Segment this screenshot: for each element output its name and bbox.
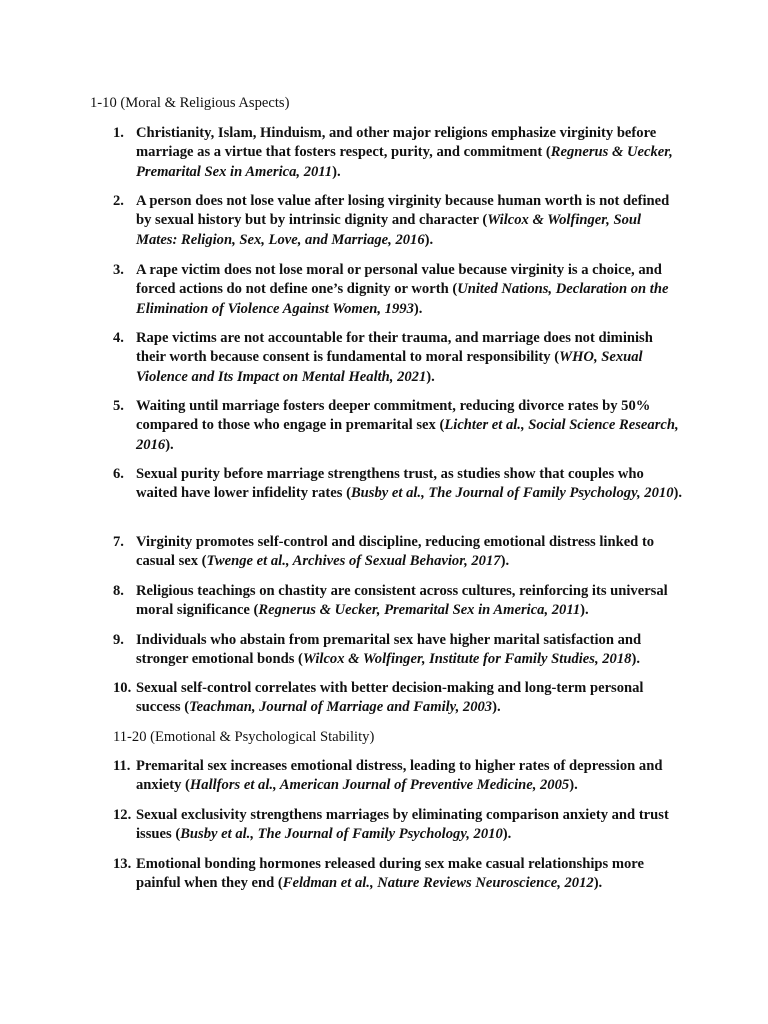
item-text: Sexual exclusivity strengthens marriages by eliminating comparison anxiety and trust issues (Busby et al., The Journal of Family Psychology, 2010). [136, 807, 669, 843]
item-number: 1. [113, 125, 124, 141]
citation: Twenge et al., Archives of Sexual Behavior, 2017 [206, 553, 501, 570]
citation: Regnerus & Uecker, Premarital Sex in America, 2011 [136, 144, 673, 180]
item-number: 5. [113, 398, 124, 414]
citation: Feldman et al., Nature Reviews Neuroscience, 2012 [282, 875, 594, 892]
item-text: Sexual self-control correlates with better decision-making and long-term personal success (Teachman, Journal of Marriage and Family, 2003). [136, 680, 644, 716]
item-text: Religious teachings on chastity are consistent across cultures, reinforcing its universal moral significance (Regnerus & Uecker, Premarital Sex in America, 2011). [136, 583, 668, 619]
item-text: Sexual purity before marriage strengthens trust, as studies show that couples who waited have lower infidelity rates (Busby et al., The Journal of Family Psychology, 2010). [136, 466, 683, 502]
item-number: 3. [113, 262, 124, 278]
item-number: 12. [113, 807, 132, 823]
item-text: Rape victims are not accountable for their trauma, and marriage does not diminish their worth because consent is fundamental to moral responsibility (WHO, Sexual Violence and Its Impact on Mental Health, 2021). [136, 330, 653, 385]
item-text: Christianity, Islam, Hinduism, and other major religions emphasize virginity before marriage as a virtue that fosters respect, purity, and commitment (Regnerus & Uecker, Premarital Sex in America, 2011). [136, 125, 673, 180]
item-number: 9. [113, 632, 124, 648]
item-text: A rape victim does not lose moral or personal value because virginity is a choice, and forced actions do not define one’s dignity or worth (United Nations, Declaration on the Elimination of Violence Against Women, 1993). [136, 262, 669, 317]
item-number: 11. [113, 758, 131, 774]
item-text: Virginity promotes self-control and discipline, reducing emotional distress linked to casual sex (Twenge et al., Archives of Sexual Behavior, 2017). [136, 534, 655, 570]
item-number: 8. [113, 583, 124, 599]
item-number: 7. [113, 534, 124, 550]
citation: WHO, Sexual Violence and Its Impact on Mental Health, 2021 [136, 349, 643, 385]
item-number: 4. [113, 330, 124, 346]
citation: Lichter et al., Social Science Research, 2016 [136, 417, 679, 453]
citation: Wilcox & Wolfinger, Soul Mates: Religion, Sex, Love, and Marriage, 2016 [136, 212, 642, 248]
section-heading-emotional-psychological: 11-20 (Emotional & Psychological Stability) [113, 729, 375, 745]
item-number: 6. [113, 466, 124, 482]
citation: Hallfors et al., American Journal of Preventive Medicine, 2005 [189, 777, 570, 794]
item-number: 10. [113, 680, 132, 696]
citation: Busby et al., The Journal of Family Psychology, 2010 [350, 485, 674, 502]
item-number: 2. [113, 193, 124, 209]
citation: Busby et al., The Journal of Family Psychology, 2010 [180, 826, 503, 843]
item-text: Emotional bonding hormones released during sex make casual relationships more painful when they end (Feldman et al., Nature Reviews Neuroscience, 2012). [136, 856, 644, 892]
item-text: A person does not lose value after losing virginity because human worth is not defined by sexual history but by intrinsic dignity and character (Wilcox & Wolfinger, Soul Mates: Religion, Sex, Love, and Marriage, 2016). [136, 193, 670, 248]
citation: Teachman, Journal of Marriage and Family, 2003 [189, 699, 493, 716]
citation: Wilcox & Wolfinger, Institute for Family Studies, 2018 [302, 651, 632, 668]
item-text: Individuals who abstain from premarital sex have higher marital satisfaction and stronger emotional bonds (Wilcox & Wolfinger, Institute for Family Studies, 2018). [136, 632, 642, 668]
item-text: Waiting until marriage fosters deeper commitment, reducing divorce rates by 50% compared to those who engage in premarital sex (Lichter et al., Social Science Research, 2016). [136, 398, 679, 453]
citation: Regnerus & Uecker, Premarital Sex in America, 2011 [258, 602, 581, 619]
item-text: Premarital sex increases emotional distress, leading to higher rates of depression and anxiety (Hallfors et al., American Journal of Preventive Medicine, 2005). [136, 758, 663, 794]
item-number: 13. [113, 856, 132, 872]
citation: United Nations, Declaration on the Elimination of Violence Against Women, 1993 [136, 281, 669, 317]
section-heading-moral-religious: 1-10 (Moral & Religious Aspects) [90, 95, 290, 111]
